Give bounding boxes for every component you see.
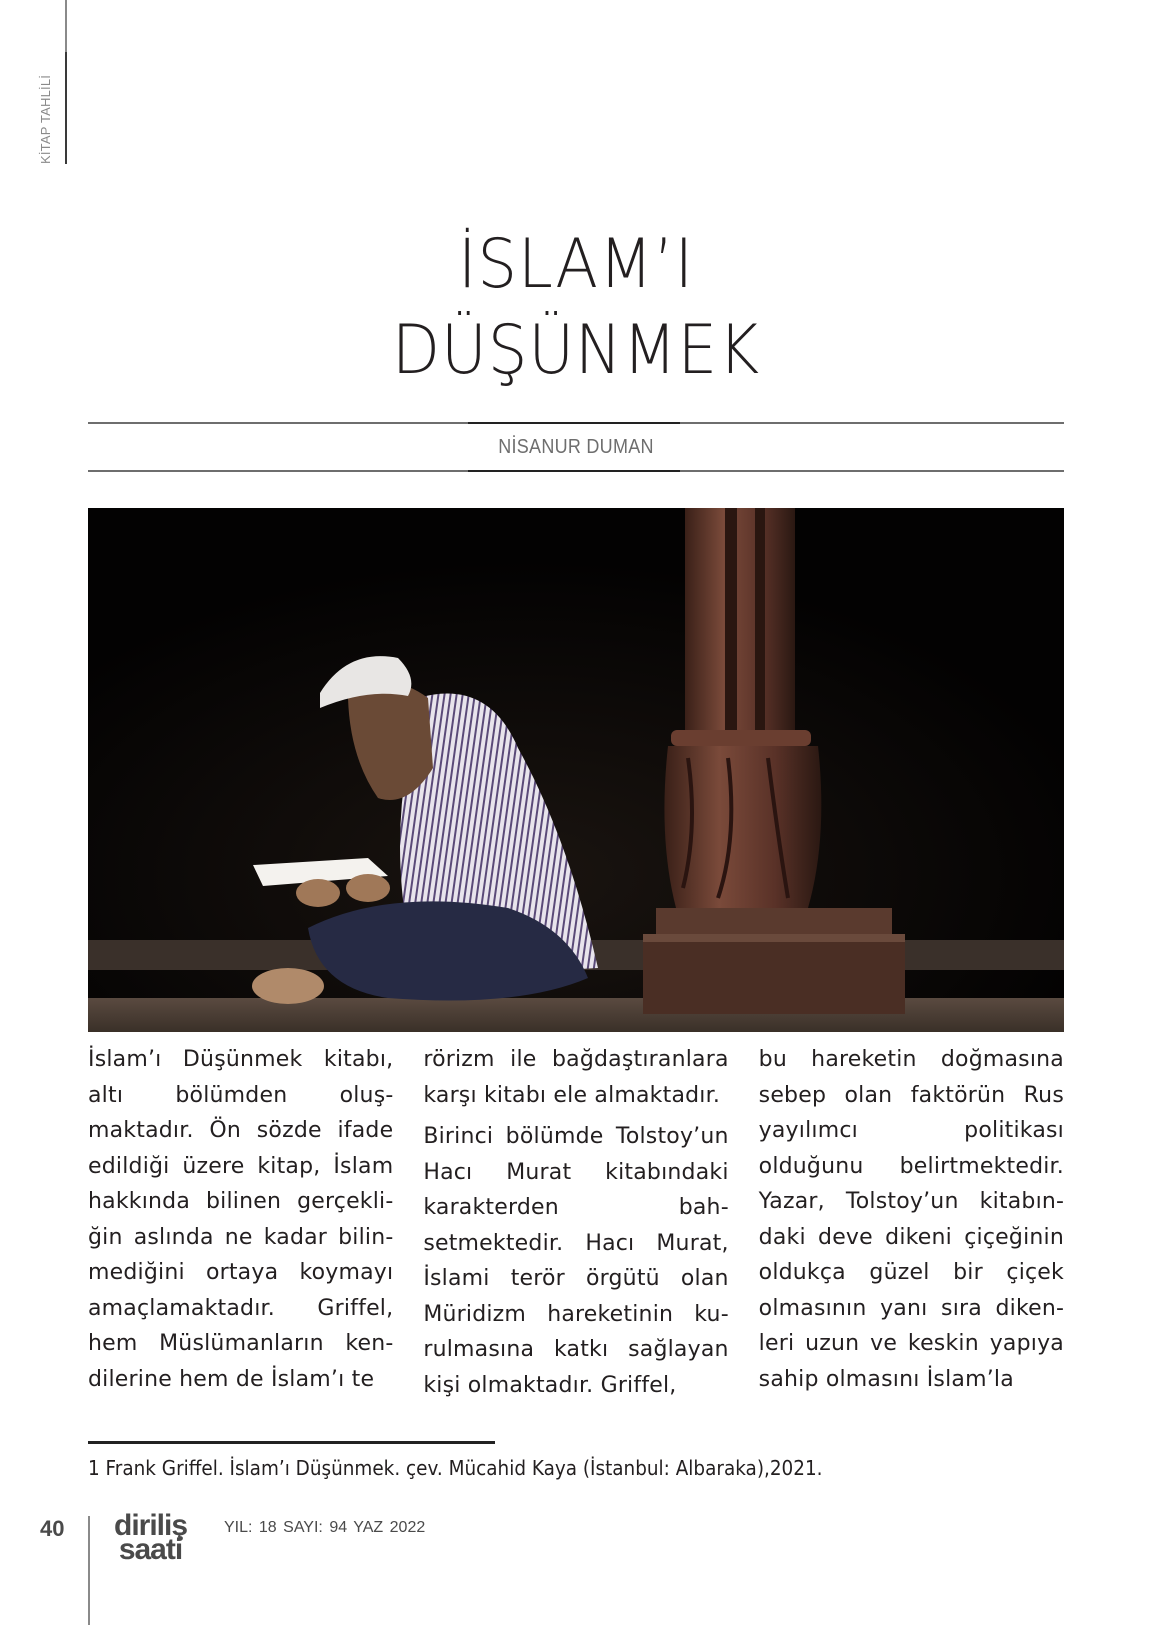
logo-line-1: diriliş <box>114 1509 188 1542</box>
column-3 <box>759 1042 1064 1402</box>
magazine-logo <box>114 1509 188 1566</box>
paragraph: bu hareketin doğmasına sebep olan faktörün Rus yayılımcı politikası olduğunu belirtmektedir. Yazar, Tolstoy’un kitabındaki deve dikeni çiçeğinin oldukça güzel bir çiçek olmasının yanı sıra dikenleri uzun ve keskin yapıya sahip olmasını İslam’la <box>758 1047 1064 1392</box>
footer-rule <box>88 1516 90 1625</box>
author-rule-top <box>88 422 1064 424</box>
side-rule-top <box>65 0 67 52</box>
footnote: 1 Frank Griffel. İslam’ı Düşünmek. çev. Mücahid Kaya (İstanbul: Albaraka),2021. <box>88 1456 823 1480</box>
title-line-2: DÜŞÜNMEK <box>391 311 761 390</box>
paragraph: İslam’ı Düşünmek kitabı, altı bölümden oluşmaktadır. Ön sözde ifade edildiği üzere kitap, İslam hakkında bilinen gerçekliğin aslında ne kadar bilinmediğini ortaya koymayı amaçlamaktadır. Griffel, hem Müslümanların kendilerine hem de İslam’ı te <box>88 1047 394 1392</box>
side-rule-accent <box>65 52 67 164</box>
paragraph: rörizm ile bağdaştıranlara karşı kitabı ele almaktadır. <box>423 1047 729 1108</box>
issue-info: YIL: 18 SAYI: 94 YAZ 2022 <box>224 1519 426 1536</box>
article-photo <box>88 508 1064 1032</box>
title-line-1: İSLAM’I <box>457 225 695 304</box>
article-title <box>46 222 1106 394</box>
author-name: NİSANUR DUMAN <box>498 436 654 458</box>
photo-illustration <box>88 508 1064 1032</box>
column-1 <box>88 1042 393 1402</box>
paragraph: Birinci bölümde Tolstoy’un Hacı Murat kitabındaki karakterden bahsetmektedir. Hacı Murat, İslami terör örgütü olan Müridizm hareketinin kurulmasına katkı sağlayan kişi olmaktadır. Griffel, <box>423 1124 729 1398</box>
section-label: KİTAP TAHLİLİ <box>38 74 53 164</box>
article-body <box>88 1042 1064 1402</box>
page-number: 40 <box>40 1516 65 1541</box>
column-2 <box>423 1042 728 1402</box>
floor <box>88 998 1064 1032</box>
logo-line-2: saati <box>118 1533 183 1566</box>
author-rule-bottom <box>88 470 1064 472</box>
footnote-rule <box>88 1441 495 1444</box>
